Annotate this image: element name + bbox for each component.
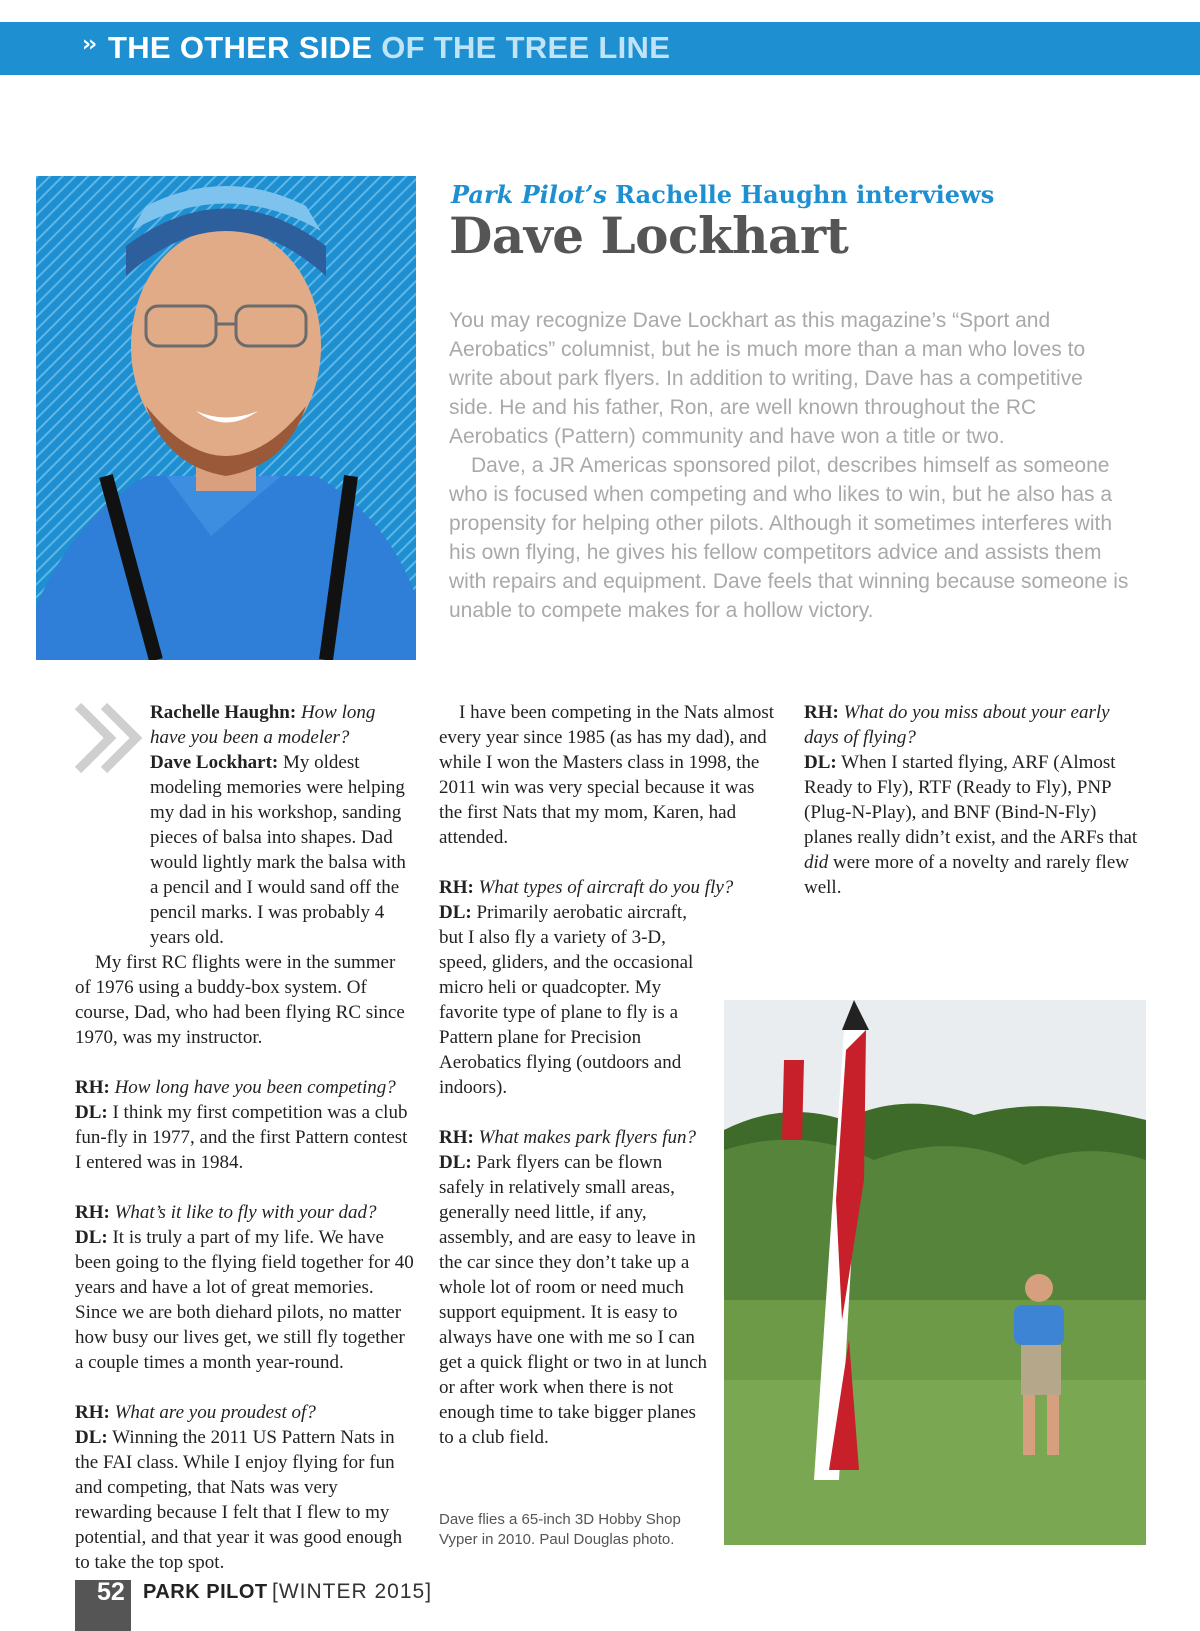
airplane-photo (724, 1000, 1146, 1545)
interview-answer: My first RC flights were in the summer of 1976 using a buddy-box system. Of course, Dad, who had been flying RC since 1970, was my instructor. (75, 952, 405, 1048)
interview-question: RH: What do you miss about your early days of flying? (804, 702, 1110, 748)
article-kicker (451, 180, 994, 209)
interview-answer: I have been competing in the Nats almost every year since 1985 (as has my dad), and while I won the Masters class in 1998, the 2011 win was very special because it was the first Nats that my mom, Karen, had attended. (439, 702, 774, 848)
section-header-bar (0, 22, 1200, 75)
interview-question: RH: What are you proudest of? (75, 1402, 316, 1423)
article-intro (449, 306, 1129, 625)
interview-answer: DL: Park flyers can be flown safely in relatively small areas, generally need little, if any, assembly, and are easy to leave in the car since they don’t take up a whole lot of room or need much support equipment. It is easy to always have one with me so I can get a quick flight or two in at lunch or after work when there is not enough time to take bigger planes to a club field. (439, 1152, 708, 1448)
intro-paragraph: You may recognize Dave Lockhart as this magazine’s “Sport and Aerobatics” columnist, but he is much more than a man who loves to write about park flyers. In addition to writing, Dave has a competitive side. He and his father, Ron, are well known throughout the RC Aerobatics (Pattern) community and have won a title or two. (449, 309, 1086, 448)
section-title-highlight: THE OTHER SIDE (108, 30, 373, 65)
article-column-3 (804, 700, 1144, 900)
photo-caption: Dave flies a 65-inch 3D Hobby Shop Vyper in 2010. Paul Douglas photo. (439, 1511, 681, 1548)
portrait-photo (36, 176, 416, 660)
intro-paragraph: Dave, a JR Americas sponsored pilot, describes himself as someone who is focused when competing and who likes to win, but he also has a propensity for helping other pilots. Although it sometimes interferes with his own flying, he gives his fellow competitors advice and assists them with repairs and equipment. Dave feels that winning because someone is unable to compete makes for a hollow victory. (449, 454, 1129, 622)
kicker-rest: Rachelle Haughn interviews (606, 180, 995, 209)
article-column-1 (75, 700, 415, 1575)
double-chevron-icon: ›› (82, 32, 95, 57)
section-title-rest: OF THE TREE LINE (372, 30, 671, 65)
interview-answer: DL: When I started flying, ARF (Almost Ready to Fly), RTF (Ready to Fly), PNP (Plug-N-Play), and BNF (Bind-N-Fly) planes really didn’t exist, and the ARFs that did were more of a novelty and rarely flew well. (804, 752, 1138, 898)
page-number: 52 (97, 1578, 125, 1606)
footer-publication: PARK PILOT (143, 1581, 268, 1603)
interview-answer: DL: Primarily aerobatic aircraft, but I also fly a variety of 3-D, speed, gliders, and the occasional micro heli or quadcopter. My favorite type of plane to fly is a Pattern plane for Precision Aerobatics flying (outdoors and indoors). (439, 902, 694, 1098)
interview-question: RH: How long have you been competing? (75, 1077, 396, 1098)
interview-question: RH: What makes park flyers fun? (439, 1127, 696, 1148)
interview-question: Rachelle Haughn: How long have you been a modeler? (150, 702, 376, 748)
interview-question: RH: What’s it like to fly with your dad? (75, 1202, 377, 1223)
kicker-publication: Park Pilot’s (451, 180, 607, 209)
interview-answer: DL: Winning the 2011 US Pattern Nats in the FAI class. While I enjoy flying for fun and competing, that Nats was very rewarding because I felt that I flew to my potential, and that year it was good enough to take the top spot. (75, 1427, 403, 1573)
interview-question: RH: What types of aircraft do you fly? (439, 877, 734, 898)
section-title (108, 30, 670, 66)
interview-answer: DL: It is truly a part of my life. We have been going to the flying field together for 40 years and have a lot of great memories. Since we are both diehard pilots, no matter how busy our lives get, we still fly together a couple times a month year-round. (75, 1227, 414, 1373)
interview-answer: DL: I think my first competition was a club fun-fly in 1977, and the first Pattern contest I entered was in 1984. (75, 1102, 408, 1173)
footer-issue: [WINTER 2015] (272, 1580, 433, 1603)
interview-answer: Dave Lockhart: My oldest modeling memories were helping my dad in his workshop, sanding pieces of balsa into shapes. Dad would lightly mark the balsa with a pencil and I would sand off the pencil marks. I was probably 4 years old. (150, 752, 406, 948)
article-headline: Dave Lockhart (449, 206, 849, 265)
